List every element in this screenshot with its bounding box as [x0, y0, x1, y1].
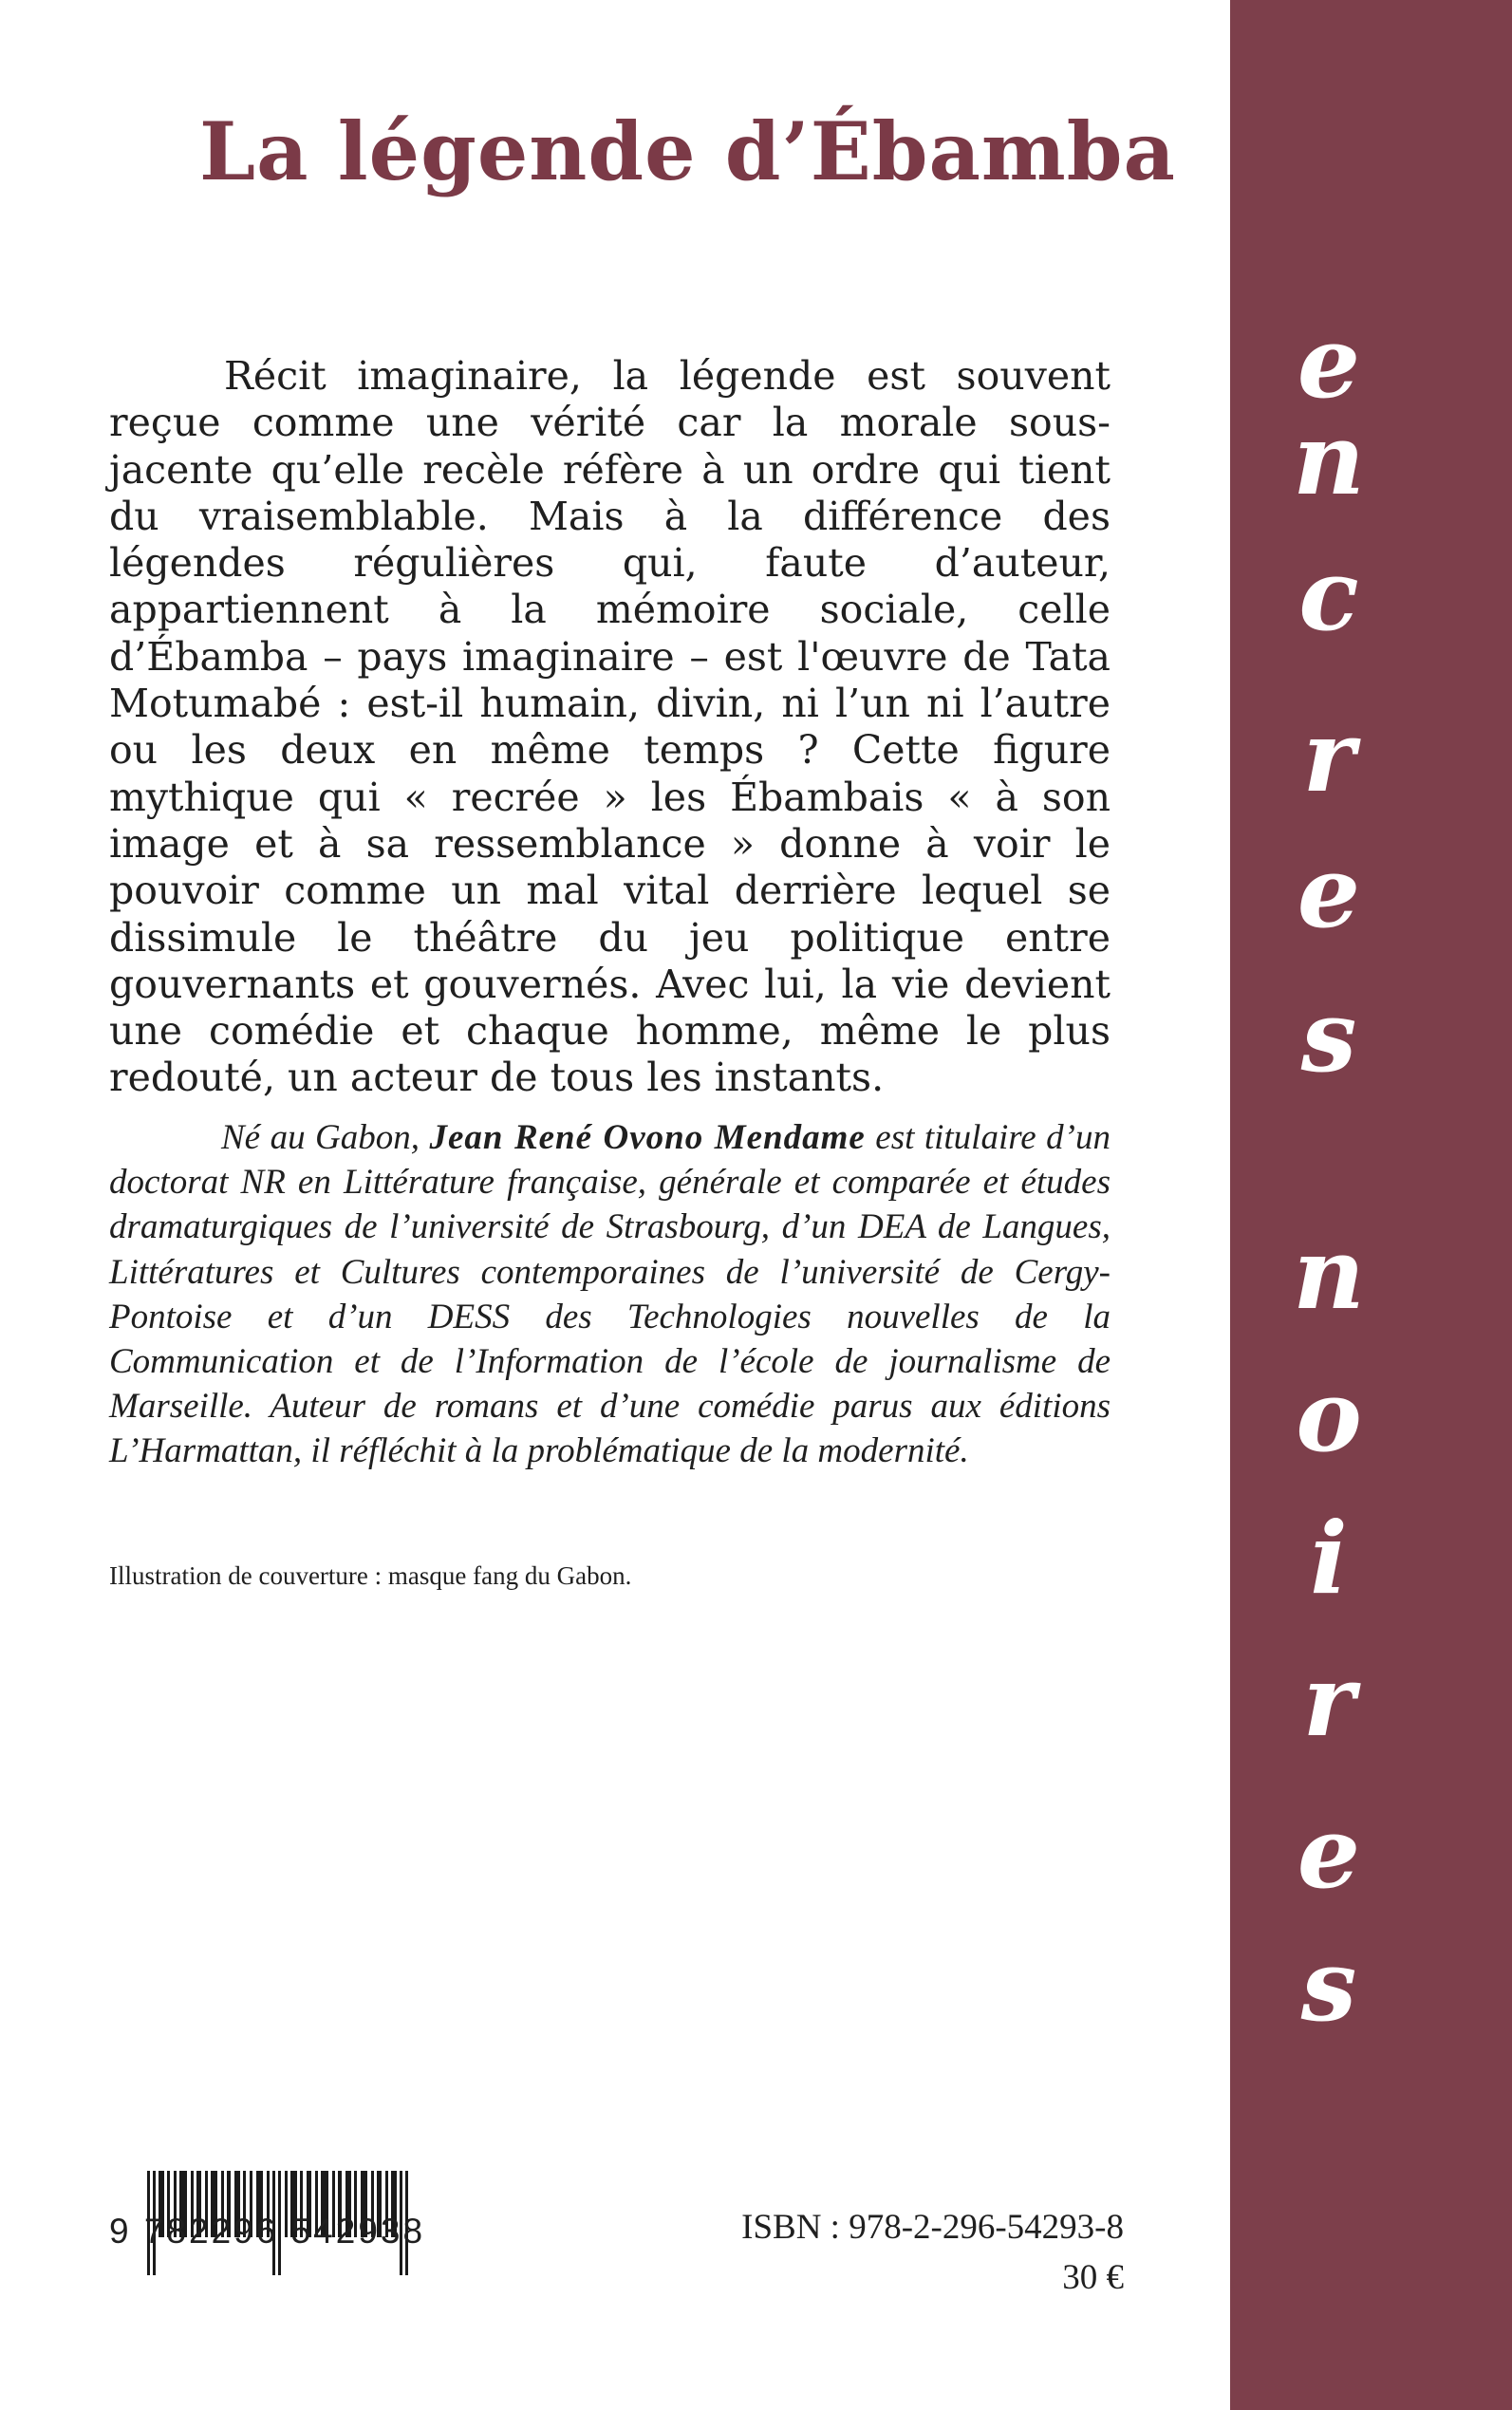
- barcode-digits: 9 782296 542938: [109, 2212, 426, 2251]
- bio-rest: est titulaire d’un doctorat NR en Littérature française, générale et comparée et études dramaturgiques de l’université de Strasbourg, d’un DEA de Langues, Littératures et Cultures contemporaines de l’université de Cergy-Pontoise et d’un DESS des Technologies nouvelles de la Communication et de l’Information de l’école de journalisme de Marseille. Auteur de romans et d’une comédie parus aux éditions L’Harmattan, il réfléchit à la problématique de la modernité.: [109, 1118, 1111, 1471]
- summary-paragraph: Récit imaginaire, la légende est souvent reçue comme une vérité car la morale sous-jacente qu’elle recèle réfère à un ordre qui tient du vraisemblable. Mais à la différence des légendes régulières qui, faute d’auteur, appartiennent à la mémoire sociale, celle d’Ébamba – pays imaginaire – est l'œuvre de Tata Motumabé : est-il humain, divin, ni l’un ni l’autre ou les deux en même temps ? Cette figure mythique qui « recrée » les Ébambais « à son image et à sa ressemblance » donne à voir le pouvoir comme un mal vital derrière lequel se dissimule le théâtre du jeu politique entre gouvernants et gouvernés. Avec lui, la vie devient une comédie et chaque homme, même le plus redouté, un acteur de tous les instants.: [109, 353, 1111, 1101]
- collection-letter: i: [1310, 1500, 1348, 1616]
- collection-letter: o: [1296, 1357, 1362, 1474]
- collection-letter: r: [1302, 1642, 1355, 1759]
- collection-letter: s: [1300, 1927, 1357, 2044]
- collection-letter: s: [1300, 978, 1357, 1094]
- collection-letter: c: [1298, 536, 1359, 653]
- collection-letter: e: [1297, 304, 1361, 420]
- book-title: La légende d’Ébamba: [199, 104, 1176, 198]
- isbn: ISBN : 978-2-296-54293-8: [741, 2208, 1124, 2247]
- collection-letter: e: [1297, 1794, 1361, 1911]
- collection-letter: e: [1297, 833, 1361, 950]
- collection-letter: n: [1293, 401, 1365, 517]
- bio-intro: Né au Gabon,: [221, 1118, 430, 1157]
- price: 30 €: [1062, 2258, 1124, 2297]
- author-name: Jean René Ovono Mendame: [429, 1118, 866, 1157]
- collection-letter: r: [1302, 698, 1355, 814]
- cover-illustration-credit: Illustration de couverture : masque fang du Gabon.: [109, 1561, 632, 1590]
- collection-letter: n: [1293, 1215, 1365, 1332]
- author-bio: [109, 1115, 1111, 1474]
